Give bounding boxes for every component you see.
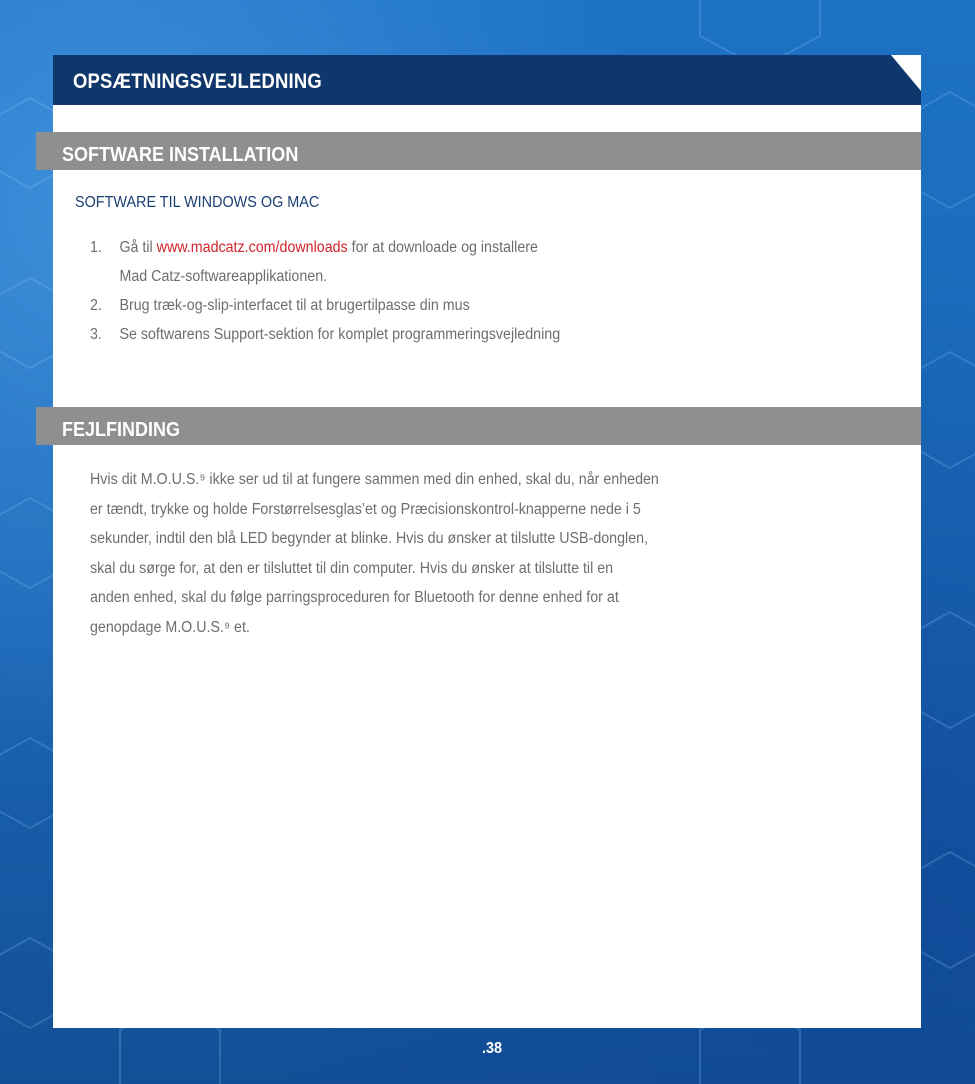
list-item — [90, 320, 734, 349]
step-text: for at downloade og installere — [347, 239, 538, 256]
page-title: OPSÆTNINGSVEJLEDNING — [73, 70, 322, 93]
section-header-software — [36, 132, 921, 170]
step-number: 3. — [90, 326, 102, 343]
list-item — [90, 291, 734, 320]
step-number: 1. — [90, 239, 102, 256]
section-title-troubleshooting: FEJLFINDING — [62, 419, 181, 441]
step-text: Gå til — [119, 239, 157, 256]
paragraph-line: skal du sørge for, at den er tilsluttet til din computer. Hvis du ønsker at tilslutte til en — [90, 559, 614, 577]
manual-page — [53, 55, 921, 1028]
paragraph-line: genopdage M.O.U.S.⁹ et. — [90, 618, 250, 636]
paragraph-line: sekunder, indtil den blå LED begynder at blinke. Hvis du ønsker at tilslutte USB-donglen, — [90, 530, 649, 547]
installation-steps — [90, 233, 790, 349]
step-number: 2. — [90, 297, 102, 314]
paragraph-line: anden enhed, skal du følge parringsproceduren for Bluetooth for denne enhed for at — [90, 589, 619, 606]
troubleshooting-paragraph — [90, 465, 900, 642]
downloads-link[interactable]: www.madcatz.com/downloads — [156, 239, 348, 256]
subheading-software: SOFTWARE TIL WINDOWS OG MAC — [75, 194, 320, 211]
list-item — [90, 233, 734, 291]
step-text: Brug træk-og-slip-interfacet til at brugertilpasse din mus — [119, 297, 470, 314]
step-text-continuation: Mad Catz-softwareapplikationen. — [119, 268, 328, 285]
section-header-troubleshooting — [36, 407, 921, 445]
paragraph-line: Hvis dit M.O.U.S.⁹ ikke ser ud til at fungere sammen med din enhed, skal du, når enheden — [90, 471, 659, 488]
paragraph-line: er tændt, trykke og holde Forstørrelsesglas’et og Præcisionskontrol-knapperne nede i 5 — [90, 500, 641, 518]
page-number: .38 — [482, 1040, 503, 1057]
section-title-software: SOFTWARE INSTALLATION — [62, 144, 299, 166]
step-text: Se softwarens Support-sektion for komplet programmeringsvejledning — [119, 326, 561, 343]
